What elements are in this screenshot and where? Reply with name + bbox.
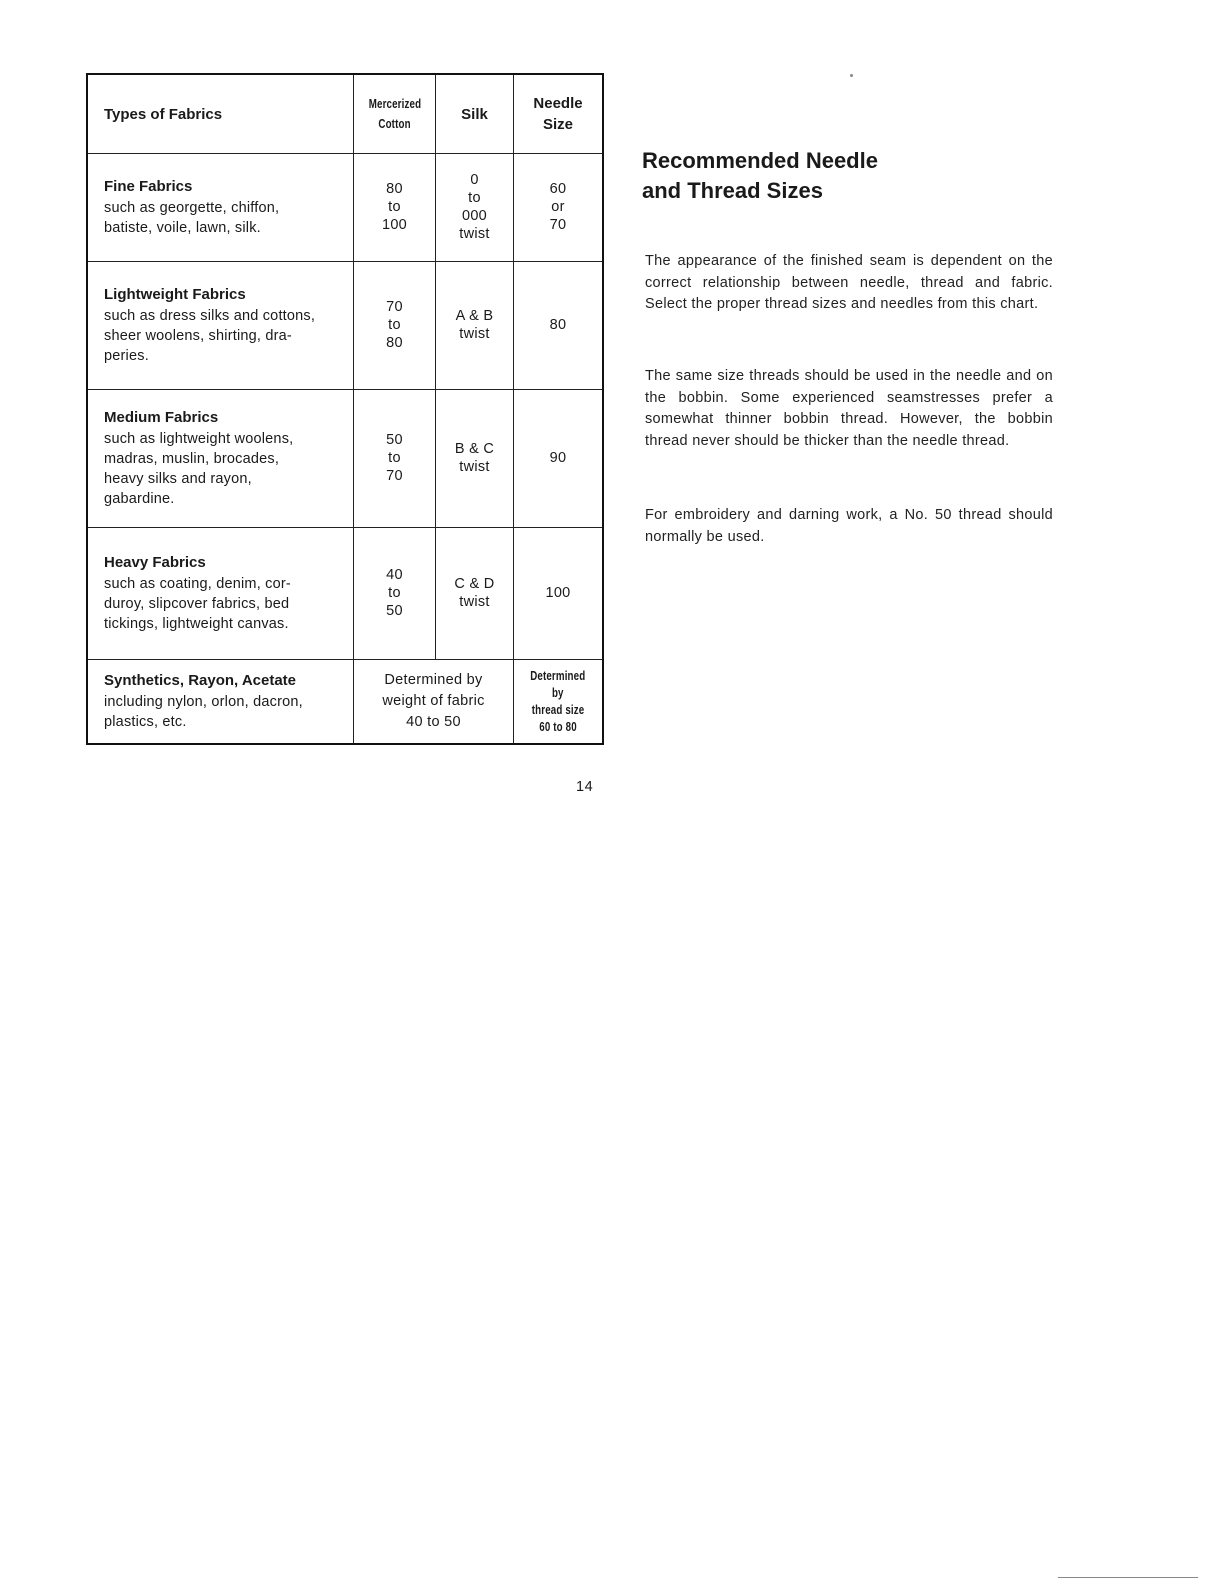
- cotton-value: 100: [381, 217, 408, 233]
- cotton-value: to: [388, 199, 401, 215]
- thread-needle-table: [86, 73, 604, 745]
- needle-cell: [514, 527, 602, 659]
- header-needle-line1: Needle: [533, 95, 583, 112]
- table-row-medium-fabrics: [88, 389, 602, 528]
- speck-mark: [850, 74, 853, 77]
- needle-value: 60 to 80: [539, 719, 577, 734]
- silk-value: 000: [461, 208, 488, 224]
- cotton-cell: [354, 261, 436, 389]
- fabric-cell: [88, 389, 354, 527]
- needle-value: or: [551, 199, 565, 215]
- cotton-value: 50: [386, 432, 403, 448]
- fabric-name: Medium Fabrics: [104, 409, 219, 426]
- fabric-description: such as lightweight woolens, madras, muslin, brocades, heavy silks and rayon, gabardine.: [104, 431, 294, 507]
- silk-value: C & D: [454, 576, 495, 592]
- fabric-cell: [88, 659, 354, 743]
- needle-value: 60: [549, 181, 567, 197]
- page-number: 14: [576, 779, 594, 795]
- silk-value: twist: [459, 226, 490, 242]
- page-title: [642, 146, 942, 206]
- edge-line: [1058, 1577, 1198, 1578]
- table-row-heavy-fabrics: [88, 527, 602, 660]
- merged-value: weight of fabric: [382, 692, 485, 709]
- needle-cell: [514, 153, 602, 261]
- silk-cell: [436, 527, 514, 659]
- cotton-value: 70: [386, 468, 403, 484]
- cotton-value: 70: [386, 299, 403, 315]
- silk-value: twist: [459, 459, 490, 475]
- needle-value: thread size: [531, 702, 585, 717]
- paragraph-same-size-threads: The same size threads should be used in the needle and on the bobbin. Some experienced seamstresses prefer a somewhat thinner bobbin thread. However, the bobbin thread never should be thicker than the needle thread.: [645, 368, 1053, 449]
- silk-cell: [436, 261, 514, 389]
- cotton-value: 80: [386, 181, 403, 197]
- table-row-lightweight-fabrics: [88, 261, 602, 390]
- cotton-cell: [354, 153, 436, 261]
- needle-value: 90: [549, 450, 567, 466]
- cotton-value: to: [388, 585, 401, 601]
- fabric-description: such as coating, denim, cor- duroy, slipcover fabrics, bed tickings, lightweight canvas.: [104, 576, 291, 632]
- merged-value: 40 to 50: [406, 713, 461, 730]
- header-needle-size: [514, 75, 602, 153]
- fabric-description: such as dress silks and cottons, sheer woolens, shirting, dra- peries.: [104, 308, 316, 364]
- paragraph-appearance: The appearance of the finished seam is dependent on the correct relationship between needle, thread and fabric. Select the proper thread sizes and needles from this chart.: [645, 253, 1053, 312]
- table-header-row: [88, 75, 602, 154]
- silk-value: to: [468, 190, 481, 206]
- header-cotton-line2: Cotton: [378, 116, 411, 131]
- silk-value: A & B: [455, 308, 494, 324]
- needle-value: 100: [545, 585, 571, 601]
- fabric-cell: [88, 527, 354, 659]
- title-line1: Recommended Needle: [642, 148, 878, 173]
- fabric-cell: [88, 261, 354, 389]
- table-row-fine-fabrics: [88, 153, 602, 262]
- header-needle-line2: Size: [542, 116, 573, 133]
- paragraph-embroidery: For embroidery and darning work, a No. 50 thread should normally be used.: [645, 507, 1053, 545]
- table-row-synthetics: [88, 659, 602, 743]
- cotton-value: to: [388, 317, 401, 333]
- silk-value: twist: [459, 326, 490, 342]
- needle-cell: [514, 389, 602, 527]
- title-line2: and Thread Sizes: [642, 178, 823, 203]
- cotton-value: 40: [386, 567, 403, 583]
- header-silk: Silk: [436, 75, 514, 153]
- fabric-description: such as georgette, chiffon, batiste, voile, lawn, silk.: [104, 200, 280, 236]
- silk-value: twist: [459, 594, 490, 610]
- cotton-value: 50: [386, 603, 403, 619]
- fabric-description: including nylon, orlon, dacron, plastics, etc.: [104, 694, 303, 730]
- needle-value: 80: [549, 317, 567, 333]
- silk-cell: [436, 153, 514, 261]
- header-types-of-fabrics: Types of Fabrics: [88, 75, 354, 153]
- header-cotton-line1: Mercerized: [368, 96, 421, 111]
- fabric-name: Synthetics, Rayon, Acetate: [104, 672, 297, 689]
- needle-value: by: [552, 685, 564, 700]
- silk-value: 0: [470, 172, 479, 188]
- cotton-silk-merged-cell: [354, 659, 514, 743]
- silk-value: B & C: [454, 441, 495, 457]
- needle-cell: [514, 261, 602, 389]
- fabric-cell: [88, 153, 354, 261]
- silk-cell: [436, 389, 514, 527]
- needle-value: 70: [549, 217, 567, 233]
- fabric-name: Lightweight Fabrics: [104, 286, 246, 303]
- needle-value: Determined: [530, 668, 586, 683]
- fabric-name: Fine Fabrics: [104, 178, 193, 195]
- cotton-cell: [354, 389, 436, 527]
- cotton-value: to: [388, 450, 401, 466]
- cotton-value: 80: [386, 335, 403, 351]
- merged-value: Determined by: [384, 671, 483, 688]
- header-mercerized-cotton: [354, 75, 436, 153]
- fabric-name: Heavy Fabrics: [104, 554, 206, 571]
- cotton-cell: [354, 527, 436, 659]
- needle-cell: [514, 659, 602, 743]
